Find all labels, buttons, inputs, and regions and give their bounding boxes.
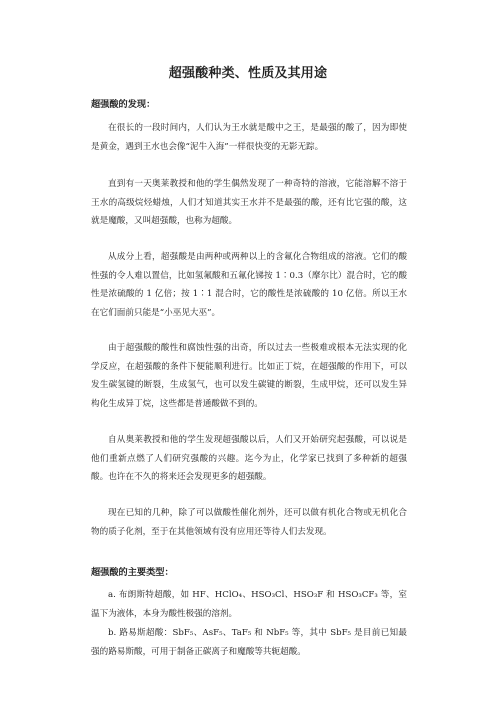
section-heading-discovery: 超强酸的发现： xyxy=(91,99,156,110)
paragraph: b. 路易斯超酸：SbF₅、AsF₅、TaF₅ 和 NbF₅ 等，其中 SbF₅ 是目前已知最强的路易斯酸，可用于制备正碳离子和魔酸等共轭超酸。 xyxy=(91,628,407,657)
section-heading-types: 超强酸的主要类型： xyxy=(91,567,174,578)
paragraph: 在很长的一段时间内，人们认为王水就是酸中之王，是最强的酸了，因为即使是黄金，遇到王水也会像“泥牛入海”一样很快变的无影无踪。 xyxy=(91,123,407,152)
paragraph: 由于超强酸的酸性和腐蚀性强的出奇，所以过去一些极难或根本无法实现的化学反应，在超强酸的条件下便能顺利进行。比如正丁烷，在超强酸的作用下，可以发生碳氢键的断裂，生成氢气，也可以发生碳键的断裂，生成甲烷，还可以发生异构化生成异丁烷，这些都是普通酸做不到的。 xyxy=(91,343,407,409)
paragraph: a. 布朗斯特超酸，如 HF、HClO₄、HSO₃Cl、HSO₃F 和 HSO₃CF₃ 等，室温下为液体，本身为酸性极强的溶剂。 xyxy=(91,590,407,619)
paragraph: 自从奥莱教授和他的学生发现超强酸以后，人们又开始研究起强酸，可以说是他们重新点燃了人们研究强酸的兴趣。迄今为止，化学家已找到了多种新的超强酸。也许在不久的将来还会发现更多的超强酸。 xyxy=(91,435,407,483)
document-title: 超强酸种类、性质及其用途 xyxy=(168,66,328,81)
paragraph: 直到有一天奥莱教授和他的学生偶然发现了一种奇特的溶液，它能溶解不溶于王水的高级烷烃蜡烛，人们才知道其实王水并不是最强的酸，还有比它强的酸，这就是魔酸，又叫超强酸，也称为超酸。 xyxy=(91,179,407,227)
paragraph: 现在已知的几种，除了可以做酸性催化剂外，还可以做有机化合物或无机化合物的质子化剂，至于在其他领域有没有应用还等待人们去发现。 xyxy=(91,508,407,537)
paragraph: 从成分上看，超强酸是由两种或两种以上的含氟化合物组成的溶液。它们的酸性强的令人难以置信，比如氢氟酸和五氟化锑按 1∶0.3（摩尔比）混合时，它的酸性是浓硫酸的 1 亿倍；按 1∶1 混合时，它的酸性是浓硫酸的 10 亿倍。所以王水在它们面前只能是“小巫见大巫”。 xyxy=(91,252,407,318)
